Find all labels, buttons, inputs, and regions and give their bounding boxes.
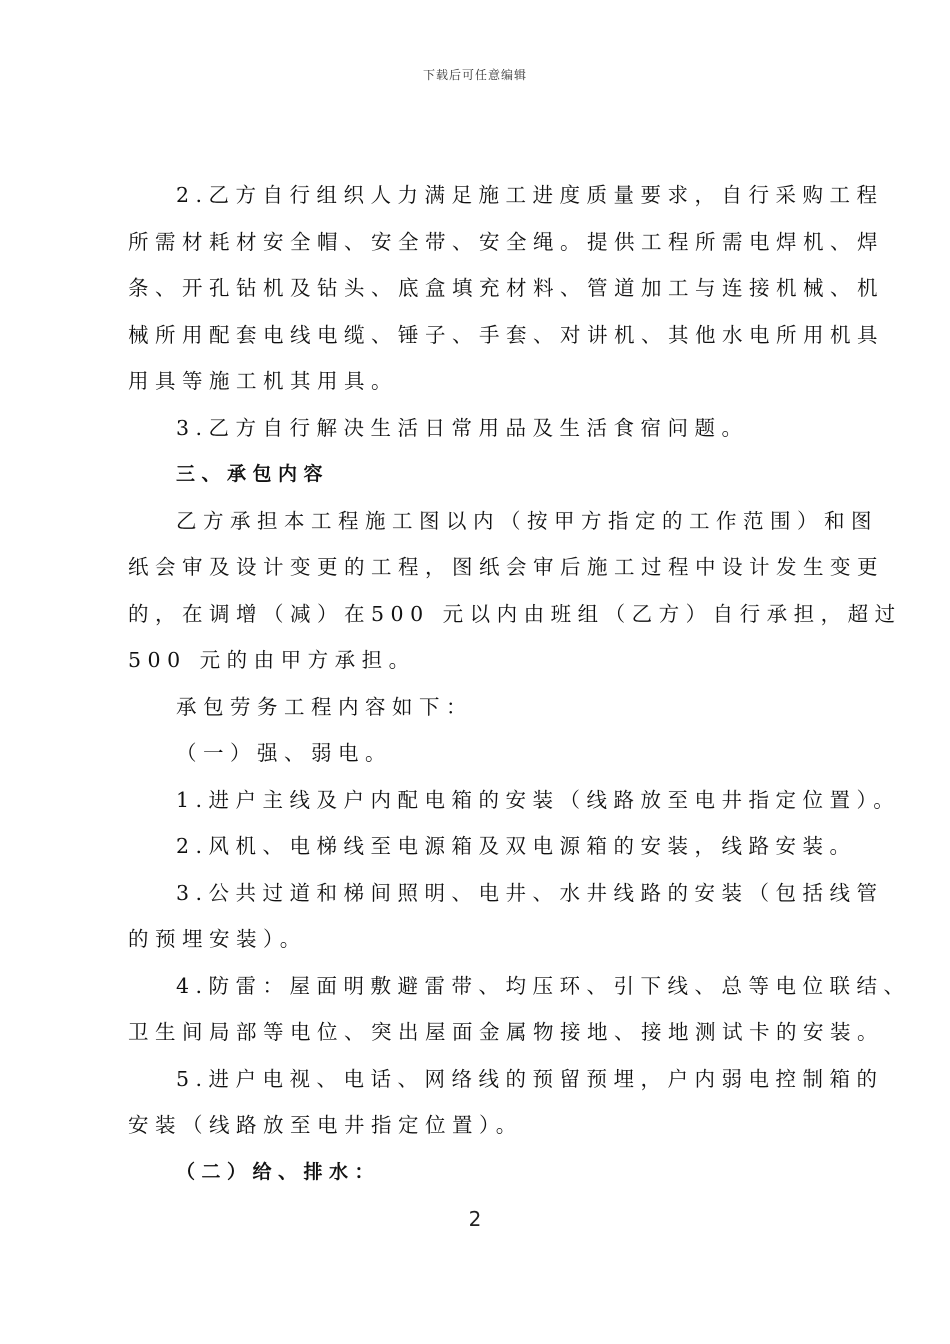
text-line: 安装（线路放至电井指定位置）。 bbox=[128, 1113, 523, 1137]
section-heading: （二）给、排水： bbox=[176, 1160, 381, 1183]
page-header: 下载后可任意编辑 bbox=[422, 68, 527, 82]
section-heading: 三、承包内容 bbox=[176, 463, 330, 485]
document-body bbox=[128, 172, 911, 1195]
text-line: 乙方承担本工程施工图以内（按甲方指定的工作范围）和图 bbox=[176, 508, 878, 533]
text-line: （一）强、弱电。 bbox=[176, 741, 392, 765]
text-line: 2.乙方自行组织人力满足施工进度质量要求，自行采购工程 bbox=[176, 183, 884, 207]
text-line: 承包劳务工程内容如下： bbox=[176, 694, 473, 719]
text-line: 条、开孔钻机及钻头、底盒填充材料、管道加工与连接机械、机 bbox=[128, 276, 884, 300]
text-line: 用具等施工机其用具。 bbox=[128, 369, 398, 393]
text-line: 1.进户主线及户内配电箱的安装（线路放至电井指定位置）。 bbox=[176, 787, 901, 812]
text-line: 3.公共过道和梯间照明、电井、水井线路的安装（包括线管 bbox=[176, 880, 884, 905]
text-line: 5.进户电视、电话、网络线的预留预埋，户内弱电控制箱的 bbox=[176, 1066, 884, 1091]
text-line: 3.乙方自行解决生活日常用品及生活食宿问题。 bbox=[176, 415, 749, 440]
text-line: 500 元的由甲方承担。 bbox=[128, 648, 416, 672]
text-line: 4.防雷：屋面明敷避雷带、均压环、引下线、总等电位联结、 bbox=[176, 973, 911, 998]
text-line: 所需材耗材安全帽、安全带、安全绳。提供工程所需电焊机、焊 bbox=[128, 229, 884, 254]
text-line: 械所用配套电线电缆、锤子、手套、对讲机、其他水电所用机具 bbox=[128, 322, 884, 347]
page-number: 2 bbox=[468, 1207, 482, 1231]
text-line: 的预埋安装）。 bbox=[128, 927, 307, 951]
text-line: 的，在调增（减）在500 元以内由班组（乙方）自行承担，超过 bbox=[128, 601, 902, 626]
text-line: 卫生间局部等电位、突出屋面金属物接地、接地测试卡的安装。 bbox=[128, 1020, 884, 1044]
text-line: 2.风机、电梯线至电源箱及双电源箱的安装，线路安装。 bbox=[176, 834, 857, 858]
text-line: 纸会审及设计变更的工程，图纸会审后施工过程中设计发生变更 bbox=[128, 555, 884, 579]
